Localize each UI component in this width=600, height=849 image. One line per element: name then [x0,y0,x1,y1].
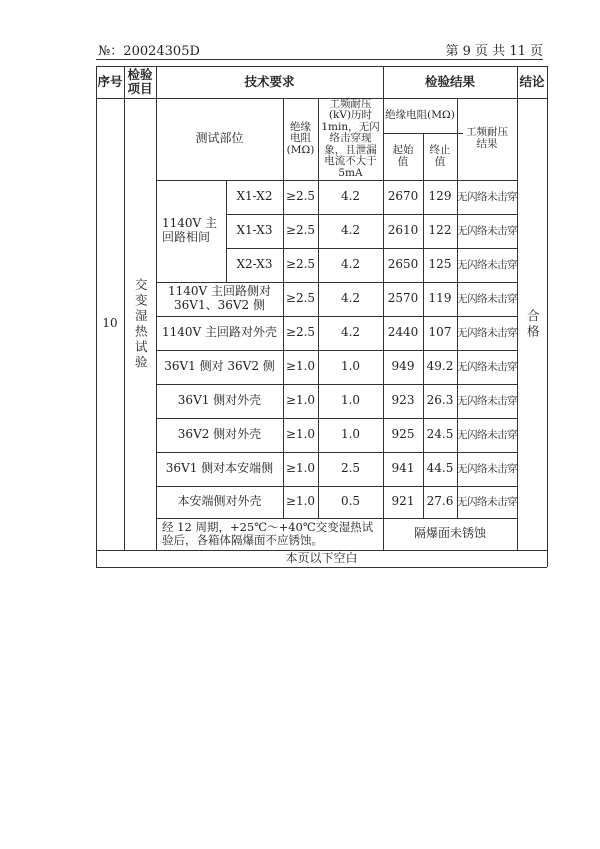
subheader-insulation: 绝缘电阻(MΩ) [286,120,315,156]
row-power-frequency: 4.2 [340,189,361,204]
row-result: 无闪络未击穿 [457,428,517,441]
row-start-value: 941 [391,461,415,476]
row-part: 36V1 侧对外壳 [177,393,262,408]
row-end-value: 44.5 [426,461,454,476]
row-part: 1140V 主回路侧对36V1、36V2 侧 [167,284,272,312]
row-end-value: 107 [428,325,452,340]
row-part: X1-X3 [236,223,273,238]
row-part: 36V1 侧对 36V2 侧 [164,359,275,374]
row-start-value: 923 [391,393,415,408]
row-insulation: ≥1.0 [285,494,316,509]
row-insulation: ≥1.0 [285,359,316,374]
row-end-value: 26.3 [426,393,454,408]
page-indicator: 第 9 页 共 11 页 [445,44,543,59]
row-start-value: 2570 [387,291,419,306]
row-power-frequency: 4.2 [340,291,361,306]
row-power-frequency: 4.2 [340,223,361,238]
subheader-insulation-result: 绝缘电阻(MΩ) [385,108,455,121]
corrosion-result: 隔爆面未锈蚀 [413,526,486,541]
row-result: 无闪络未击穿 [457,224,517,237]
row-end-value: 49.2 [426,359,454,374]
test-item-name: 交变湿热试验 [133,277,149,371]
row-result: 无闪络未击穿 [457,495,517,508]
row-insulation: ≥1.0 [285,461,316,476]
row-start-value: 2650 [387,257,419,272]
row-insulation: ≥2.5 [285,325,316,340]
row-result: 无闪络未击穿 [457,292,517,305]
row-power-frequency: 2.5 [340,461,361,476]
row-insulation: ≥2.5 [285,223,316,238]
row-start-value: 2610 [387,223,419,238]
col-header-item: 检验项目 [127,66,153,96]
row-result: 无闪络未击穿 [457,394,517,407]
row-part: 36V2 侧对外壳 [177,427,262,442]
row-end-value: 122 [428,223,452,238]
row-start-value: 925 [391,427,415,442]
row-part: X2-X3 [236,257,273,272]
row-start-value: 949 [391,359,415,374]
col-header-conclusion: 结论 [519,73,545,89]
subheader-end-value: 终止值 [429,143,451,168]
row-result: 无闪络未击穿 [457,190,517,203]
row-result: 无闪络未击穿 [457,258,517,271]
row-start-value: 2670 [387,189,419,204]
report-number: №：20024305D [98,44,200,59]
subheader-start-value: 起始值 [392,143,414,168]
group-label: 1140V 主回路相间 [162,216,218,244]
row-power-frequency: 4.2 [340,257,361,272]
row-start-value: 921 [391,494,415,509]
row-part: X1-X2 [236,189,273,204]
col-header-seq: 序号 [97,73,123,89]
row-result: 无闪络未击穿 [457,326,517,339]
col-header-result: 检验结果 [424,73,475,89]
row-end-value: 125 [428,257,452,272]
seq-number: 10 [102,316,118,331]
row-insulation: ≥2.5 [285,257,316,272]
subheader-pf-result: 工频耐压结果 [466,126,508,150]
row-part: 1140V 主回路对外壳 [161,325,278,340]
row-end-value: 24.5 [426,427,454,442]
row-start-value: 2440 [387,325,419,340]
row-end-value: 27.6 [426,494,454,509]
row-insulation: ≥2.5 [285,291,316,306]
blank-below-note: 本页以下空白 [285,550,358,565]
row-result: 无闪络未击穿 [457,360,517,373]
row-power-frequency: 0.5 [340,494,361,509]
subheader-test-part: 测试部位 [195,131,244,146]
col-header-requirement: 技术要求 [244,73,295,89]
row-insulation: ≥1.0 [285,393,316,408]
row-insulation: ≥1.0 [285,427,316,442]
conclusion-value: 合格 [525,308,541,340]
subheader-power-frequency: 工频耐压(kV)历时1min，无闪络击穿现象，且泄漏电流不大于5mA [321,97,380,179]
row-part: 36V1 侧对本安端侧 [165,461,274,476]
row-part: 本安端侧对外壳 [177,494,262,509]
row-end-value: 129 [428,189,452,204]
row-result: 无闪络未击穿 [457,462,517,475]
row-power-frequency: 1.0 [340,359,361,374]
header-divider [96,59,543,60]
test-report-table [96,66,547,567]
row-insulation: ≥2.5 [285,189,316,204]
corrosion-requirement: 经 12 周期，+25℃～+40℃交变湿热试验后，各箱体隔爆面不应锈蚀。 [162,519,374,547]
row-end-value: 119 [428,291,452,306]
row-power-frequency: 1.0 [340,427,361,442]
row-power-frequency: 4.2 [340,325,361,340]
row-power-frequency: 1.0 [340,393,361,408]
